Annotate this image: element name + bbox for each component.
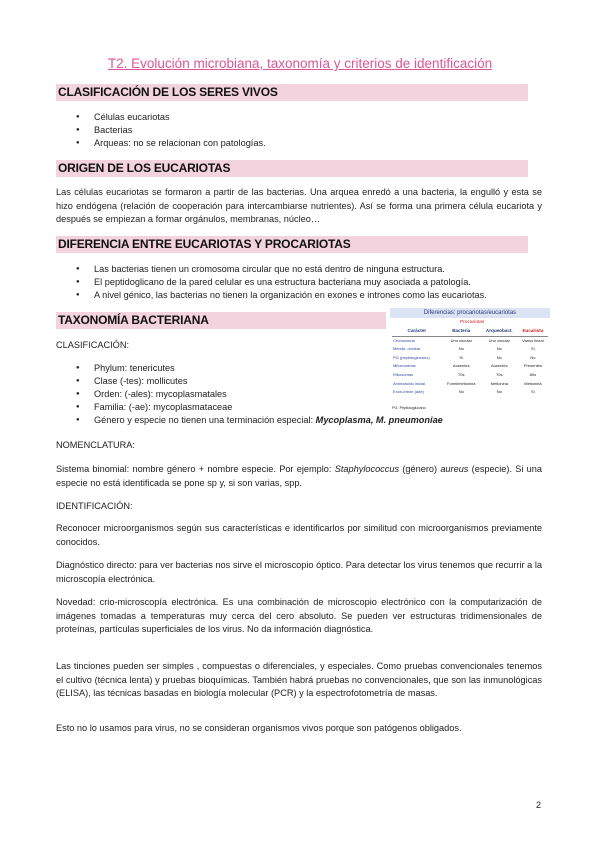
list-item: ● Orden: (-ales): mycoplasmatales [76, 388, 443, 401]
table-cell: Sí [531, 389, 535, 395]
column-header: Carácter [392, 327, 442, 336]
identificacion-paragraph-2: Diagnóstico directo: para ver bacterias nos sirve el microscopio óptico. Para detectar los virus tenemos que recurrir a la microscopía electrónica. [56, 560, 542, 584]
section-heading-taxonomia: TAXONOMÍA BACTERIANA [56, 312, 386, 329]
table-cell: Cromosoma [393, 337, 415, 343]
table-row [392, 388, 548, 397]
list-item: ● Arqueas: no se relacionan con patologías. [76, 137, 266, 150]
comparison-table-figure [390, 308, 550, 414]
table-cell: No [530, 354, 536, 360]
table-row [392, 380, 548, 389]
table-row [392, 345, 548, 354]
table-row [392, 371, 548, 380]
table-cell: No [496, 354, 502, 360]
nomenclatura-label: NOMENCLATURA: [56, 440, 135, 450]
genus-name: Staphylococcus [334, 464, 400, 474]
figure-footnote: PG: Peptidoglucano [392, 406, 426, 410]
table-cell: 70s [458, 371, 465, 377]
table-cell: Presentes [523, 363, 542, 369]
text-span: Sistema binomial: nombre género + nombre especie. Por ejemplo: [56, 464, 335, 474]
list-item: ● A nivel génico, las bacterias no tienen la organización en exones e intrones como las eucariotas. [76, 289, 487, 302]
table-row [392, 362, 548, 371]
comparison-table [392, 327, 548, 397]
table-cell: Varios lineal [522, 337, 544, 343]
table-cell: Membr. nuclear [393, 346, 421, 352]
table-row [392, 354, 548, 363]
origen-paragraph: Las células eucariotas se formaron a partir de las bacterias. Una arquea enredó a una bacteria, la engulló y esta se hizo endógena (relación de cooperación para intercambiarse nutrientes). Así se forma una primera célula eucariota y después se empiezan a formar orgánulos, membranas, núcleo… [56, 187, 542, 224]
list-item [76, 414, 443, 427]
page-title: T2. Evolución microbiana, taxonomía y criterios de identificación [107, 56, 493, 71]
table-cell: 70s [496, 371, 503, 377]
species-name: Mycoplasma, M. pneumoniae [315, 415, 443, 425]
table-header-row [392, 327, 548, 336]
page-number: 2 [536, 800, 542, 810]
table-cell: Sí [459, 354, 464, 360]
table-cell: Ribosomas [393, 371, 414, 377]
figure-title: Diferencias: procariotas/eucariotas [390, 308, 550, 318]
table-cell: PG (peptidoglucano) [393, 354, 430, 360]
table-cell: Exón-intrón (ade) [393, 389, 424, 395]
table-body [392, 336, 548, 397]
table-cell: Uno circular [450, 337, 472, 343]
section-heading-diferencia: DIFERENCIA ENTRE EUCARIOTAS Y PROCARIOTAS [56, 236, 528, 253]
figure-group-label: Procariotas [460, 320, 485, 325]
table-cell: No [458, 346, 464, 352]
text-span: (género) [399, 464, 441, 474]
identificacion-paragraph-1: Reconocer microorganismos según sus características e identificarlos por similitud con microorganismos previamente conocidos. [56, 523, 542, 547]
nomenclatura-paragraph [56, 463, 542, 490]
identificacion-label: IDENTIFICACIÓN: [56, 501, 133, 511]
list-item: ● El peptidoglicano de la pared celular es una estructura bacteriana muy asociada a patología. [76, 276, 487, 289]
table-cell: Sí [531, 346, 535, 352]
clasificacion-label: CLASIFICACIÓN: [56, 340, 130, 350]
list-item: ● Bacterias [76, 124, 266, 137]
species-name: aureus [440, 464, 469, 474]
table-cell: Metionina [524, 380, 542, 386]
table-cell: Mitocondrias [393, 363, 416, 369]
identificacion-paragraph-5: Esto no lo usamos para virus, no se consideran organismos vivos porque son patógenos obligados. [56, 723, 462, 733]
table-cell: Ausentes [452, 363, 470, 369]
table-row [392, 336, 548, 345]
list-item-text: Género y especie no tienen una terminación especial: [94, 415, 316, 425]
table-cell: No [496, 389, 502, 395]
diferencia-list [76, 263, 487, 302]
section-heading-clasificacion: CLASIFICACIÓN DE LOS SERES VIVOS [56, 84, 528, 101]
table-cell: Uno circular [488, 337, 510, 343]
list-item: ● Las bacterias tienen un cromosoma circular que no está dentro de ninguna estructura. [76, 263, 487, 276]
list-item: ● Células eucariotas [76, 111, 266, 124]
table-cell: 80s [529, 371, 537, 377]
list-item: ● Familia: (-ae): mycoplasmataceae [76, 401, 443, 414]
identificacion-paragraph-3: Novedad: crio-microscopía electrónica. Es una combinación de microscopio electrónico con la computarización de imágenes tomadas a temperaturas muy cerca del cero absoluto. Se pueden ver estructuras tridimensionales de proteínas, partículas superficiales de los virus. No da información diagnóstica. [56, 597, 542, 634]
section-heading-origen: ORIGEN DE LOS EUCARIOTAS [56, 160, 528, 177]
column-header: Bacteria [442, 327, 481, 336]
clasificacion-list [76, 111, 266, 150]
table-cell: Metionina [490, 380, 508, 386]
identificacion-paragraph-4: Las tinciones pueden ser simples , compuestas o diferenciales, y especiales. Como pruebas convencionales tenemos el cultivo (técnica lenta) y pruebas bioquímicas. También habrá pruebas no convencionales, que son las inmunológicas (ELISA), las técnicas basadas en biología molecular (PCR) y la espectrofotometría de masas. [56, 661, 542, 698]
list-item: ● Clase (-tes): mollicutes [76, 375, 443, 388]
table-cell: No [458, 389, 464, 395]
table-cell: Formilmetionina [447, 380, 476, 386]
taxonomia-list [76, 362, 443, 427]
table-cell: Ausentes [490, 363, 508, 369]
text-span: (especie). Si una especie no está identificada se pone sp y, si son varias, spp. [56, 464, 542, 488]
column-header: Arqueobact. [481, 327, 518, 336]
table-cell: No [496, 346, 502, 352]
table-cell: Aminoácido inicial [393, 380, 426, 386]
column-header: Eucariota [518, 327, 548, 336]
list-item: ● Phylum: tenericutes [76, 362, 443, 375]
